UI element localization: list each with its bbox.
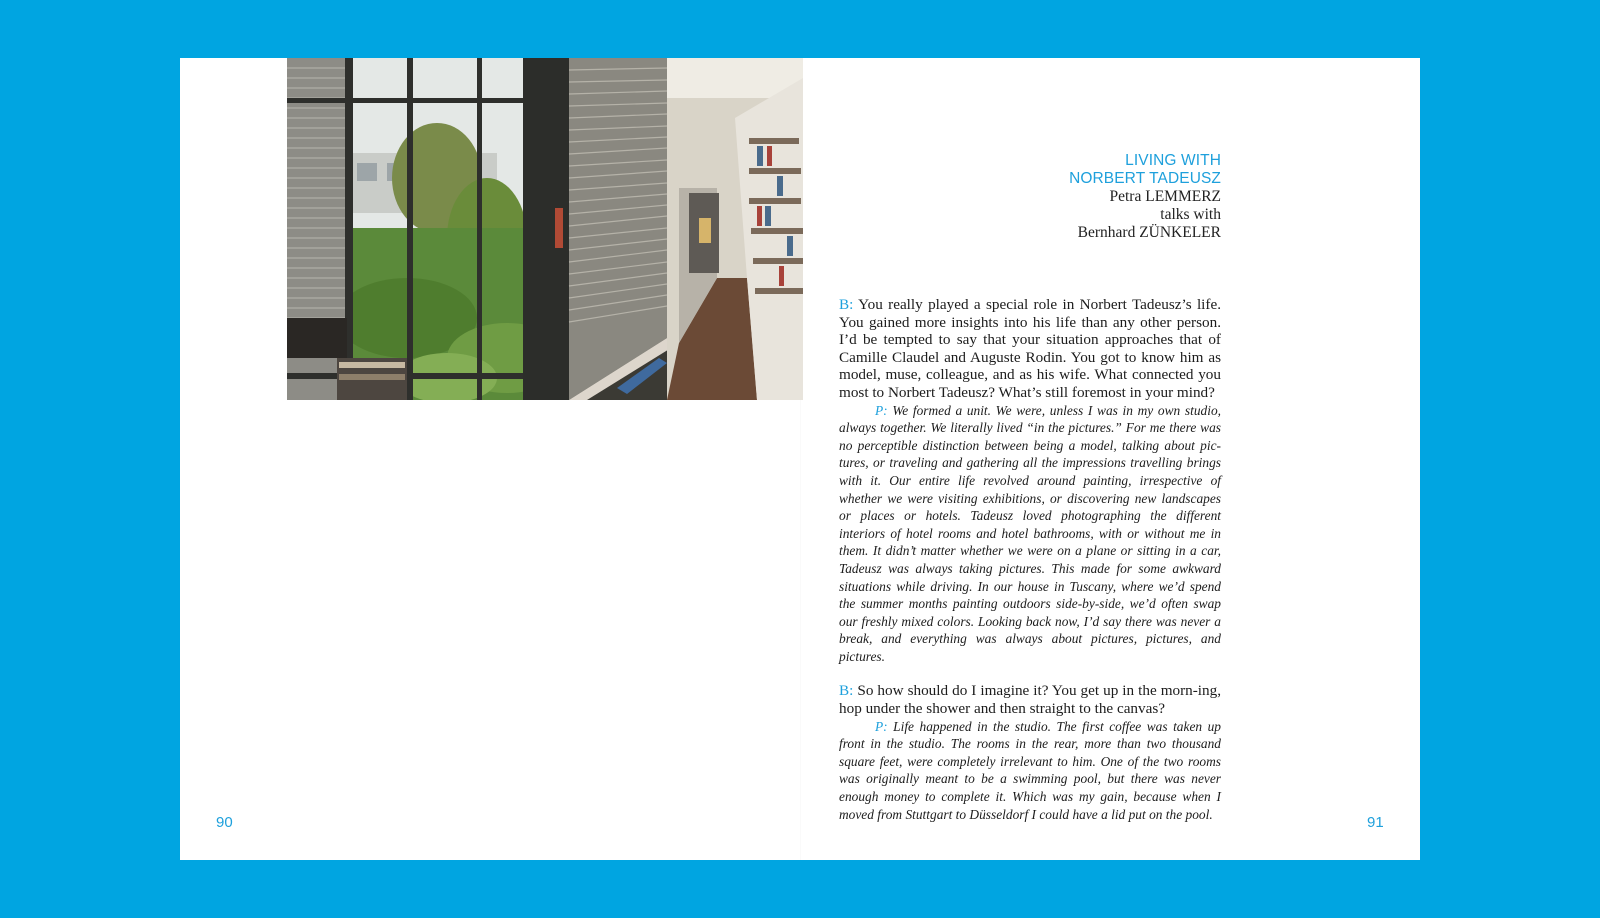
byline-interviewer: Bernhard ZÜNKELER	[1077, 224, 1221, 241]
page-number-left: 90	[216, 814, 233, 831]
speaker-label-b: B:	[839, 682, 854, 700]
answer-1	[839, 402, 1221, 666]
article-title-line-1: LIVING WITH	[1125, 152, 1221, 169]
question-1	[839, 296, 1221, 402]
article-title-block	[960, 152, 1221, 242]
speaker-label-p: P:	[875, 718, 888, 734]
answer-text: We formed a unit. We were, unless I was in my own studio, always together. We literally lived “in the pictures.” For me there was no perceptible distinction between being a model, talking about pic-tures, or traveling and gathering all the impressions travelling brings with it. Our entire life revolved around painting, irrespective of whether we were visiting exhibitions, or discovering new landscapes or places or hotels. Tadeusz loved photographing the different interiors of hotel rooms and hotel bathrooms, with or without me in them. It didn’t matter whether we were on a plane or sitting in a car, Tadeusz was always taking pictures. This made for some awkward situations while driving. In our house in Tuscany, where we’d spend the summer months painting outdoors side-by-side, we’d often swap our freshly mixed colors. Looking back now, I’d say there was never a break, and everything was always about pictures, pictures, and pictures.	[839, 402, 1221, 664]
interview-text	[839, 296, 1221, 823]
speaker-label-b: B:	[839, 296, 854, 313]
byline-interviewee: Petra LEMMERZ	[1109, 188, 1221, 205]
book-spread	[180, 58, 1420, 860]
answer-text: Life happened in the studio. The first coffee was taken up front in the studio. The rooms in the rear, more than two thousand square feet, were completely irrelevant to him. One of the two rooms was originally meant to be a swimming pool, but there was never enough money to complete it. Which was my gain, because when I moved from Stuttgart to Düsseldorf I could have a lid put on the pool.	[839, 718, 1221, 822]
question-text: So how should do I imagine it? You get up in the morn-ing, hop under the shower and then straight to the canvas?	[839, 682, 1222, 718]
question-text: You really played a special role in Norbert Tadeusz’s life. You gained more insights into his life than any other person. I’d be tempted to say that your situation approaches that of Camille Claudel and Auguste Rodin. You got to know him as model, muse, colleague, and as his wife. What connected you most to Norbert Tadeusz? What’s still foremost in your mind?	[839, 296, 1221, 401]
page-number-right: 91	[1367, 814, 1384, 831]
question-2	[839, 682, 1221, 717]
answer-2	[839, 718, 1221, 824]
studio-photo-illustration	[287, 58, 803, 400]
paragraph-gap	[839, 665, 1221, 682]
article-title-line-2: NORBERT TADEUSZ	[1069, 170, 1221, 187]
studio-photo	[287, 58, 803, 400]
byline-connector: talks with	[1160, 206, 1221, 223]
speaker-label-p: P:	[875, 402, 888, 418]
